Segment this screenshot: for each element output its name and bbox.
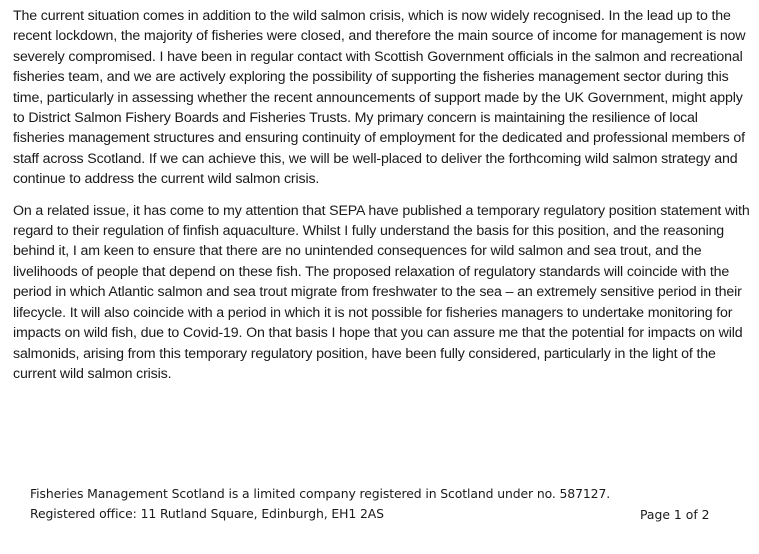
letter-body [13,6,751,395]
page-footer [30,484,730,524]
page-number: Page 1 of 2 [640,507,710,522]
footer-registered-office: Registered office: 11 Rutland Square, Edinburgh, EH1 2AS [30,506,384,521]
paragraph-wild-salmon-crisis: The current situation comes in addition to the wild salmon crisis, which is now widely recognised. In the lead up to the recent lockdown, the majority of fisheries were closed, and therefore the main source of income for management is now severely compromised. I have been in regular contact with Scottish Government officials in the salmon and recreational fisheries team, and we are actively exploring the possibility of supporting the fisheries management sector during this time, particularly in assessing whether the recent announcements of support made by the UK Government, might apply to District Salmon Fishery Boards and Fisheries Trusts. My primary concern is maintaining the resilience of local fisheries management structures and ensuring continuity of employment for the dedicated and professional members of staff across Scotland. If we can achieve this, we will be well-placed to deliver the forthcoming wild salmon strategy and continue to address the current wild salmon crisis. [13,8,746,188]
footer-company-registration: Fisheries Management Scotland is a limited company registered in Scotland under no. 587127. [30,486,611,501]
paragraph-sepa-regulatory-position: On a related issue, it has come to my attention that SEPA have published a temporary regulatory position statement with regard to their regulation of finfish aquaculture. Whilst I fully understand the basis for this position, and the reasoning behind it, I am keen to ensure that there are no unintended consequences for wild salmon and sea trout, and the livelihoods of people that depend on these fish. The proposed relaxation of regulatory standards will coincide with the period in which Atlantic salmon and sea trout migrate from freshwater to the sea – an extremely sensitive period in their lifecycle. It will also coincide with a period in which it is not possible for fisheries managers to undertake monitoring for impacts on wild fish, due to Covid-19. On that basis I hope that you can assure me that the potential for impacts on wild salmonids, arising from this temporary regulatory position, have been fully considered, particularly in the light of the current wild salmon crisis. [13,202,750,382]
